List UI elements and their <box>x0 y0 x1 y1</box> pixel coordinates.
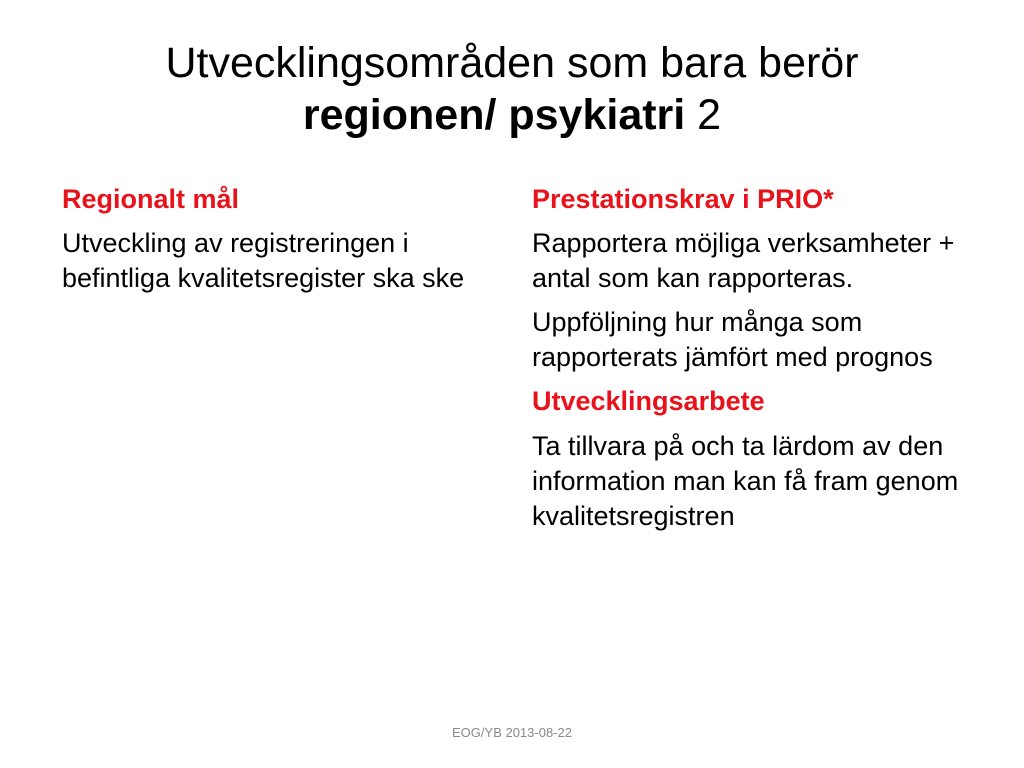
title-line-1: Utvecklingsområden som bara berör <box>165 39 859 87</box>
right-paragraph-1: Rapportera möjliga verksamheter + antal som kan rapporteras. <box>532 228 955 294</box>
right-paragraph-3: Ta tillvara på och ta lärdom av den information man kan få fram genom kvalitetsregistren <box>532 430 959 531</box>
title-number: 2 <box>685 90 722 139</box>
slide-title <box>40 38 984 141</box>
title-line-2 <box>40 90 984 142</box>
right-paragraph-2: Uppföljning hur många som rapporterats jämfört med prognos <box>532 307 933 373</box>
footer-text: EOG/YB 2013-08-22 <box>452 725 572 740</box>
title-bold-part: regionen/ psykiatri <box>302 90 686 139</box>
right-heading-prestationskrav: Prestationskrav i PRIO* <box>532 184 834 214</box>
right-heading-utvecklingsarbete: Utvecklingsarbete <box>532 386 765 417</box>
left-column <box>62 182 492 305</box>
left-heading: Regionalt mål <box>62 184 240 214</box>
right-column <box>532 182 972 543</box>
left-paragraph: Utveckling av registreringen i befintliga kvalitetsregister ska ske <box>62 228 465 294</box>
